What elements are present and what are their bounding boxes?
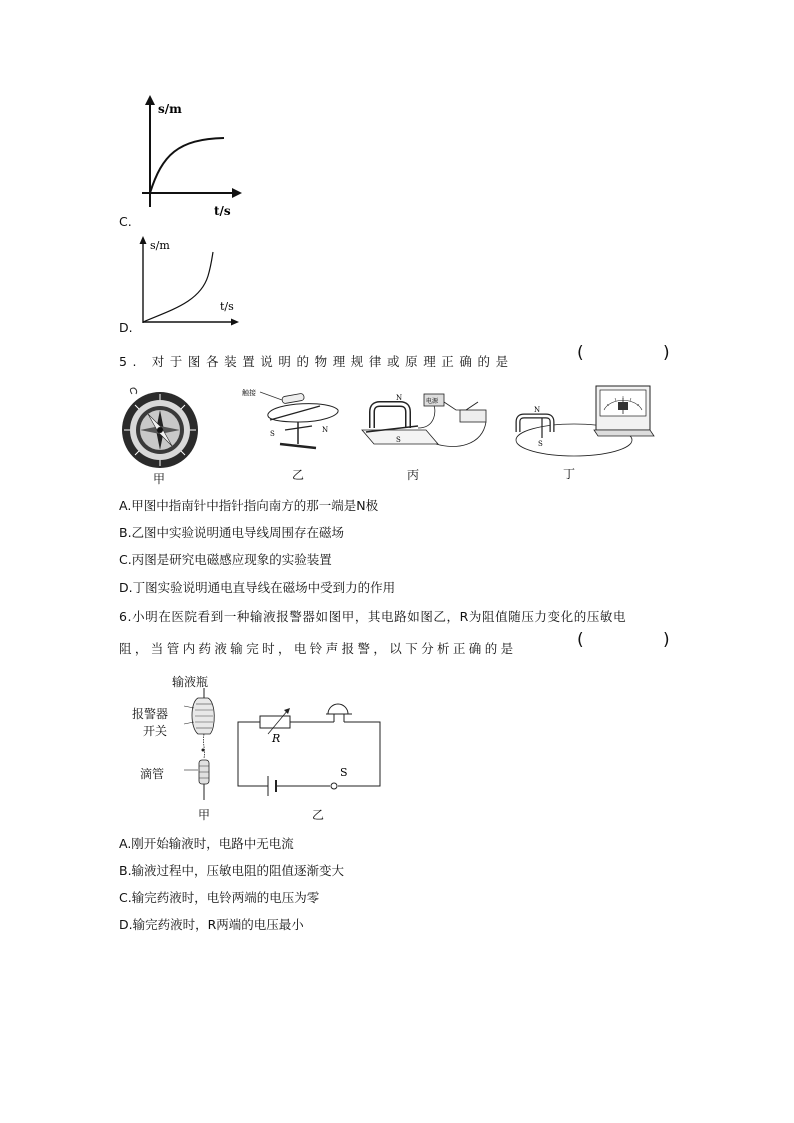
q5-fig-ding-pole-n: N [534,406,541,414]
q5-option-c: C.丙图是研究电磁感应现象的实验装置 [119,552,332,567]
graph-c [140,95,250,220]
q5-stem: 5. 对于图各装置说明的物理规律或原理正确的是 [119,354,514,369]
q5-fig-yi-oersted [240,386,350,456]
q6-stem-line2: 阻，当管内药液输完时，电铃声报警，以下分析正确的是 [119,641,517,656]
q5-fig-yi-pole-n: N [322,426,329,434]
q5-fig-ding-pole-s: S [538,440,543,448]
graph-c-x-arrow [232,188,242,198]
q6-fig-jia-device [176,688,226,802]
q6-paren-close: ) [663,630,670,650]
q5-option-d: D.丁图实验说明通电直导线在磁场中受到力的作用 [119,580,396,595]
circuit-wire-left [238,722,268,786]
q6-option-d: D.输完药液时，R两端的电压最小 [119,917,304,932]
q5-fig-yi-label: 触接 [242,389,256,397]
q5-option-b: B.乙图中实验说明通电导线周围存在磁场 [119,525,345,540]
varistor-r-label: R [272,732,281,745]
graph-c-curve [150,138,224,193]
q6-fig-jia-switch-label: 开关 [143,724,168,738]
graph-d-ylabel: s/m [150,239,170,252]
bell-icon [328,704,348,714]
q5-fig-bing-label: 电源 [426,398,439,405]
q5-fig-bing-pole-n: N [396,394,403,402]
q6-stem-line1: 6.小明在医院看到一种输液报警器如图甲，其电路如图乙，R为阻值随压力变化的压敏电 [119,609,627,624]
q6-fig-yi-circuit [234,700,384,802]
q5-fig-ding-galvanometer [512,382,658,462]
q6-option-a: A.刚开始输液时，电路中无电流 [119,836,294,851]
switch-s-label: S [340,766,348,779]
q6-fig-jia-caption: 甲 [197,808,210,822]
q5-fig-yi-caption: 乙 [291,468,304,482]
graph-d-y-arrow [140,236,147,244]
graph-c-y-arrow [145,95,155,105]
q5-fig-ding-caption: 丁 [562,467,575,481]
q6-option-c: C.输完药液时，电铃两端的电压为零 [119,890,320,905]
q6-fig-jia-drip-label: 滴管 [140,767,165,781]
switch-s-contact [331,783,337,789]
q6-fig-jia-bottle-label: 输液瓶 [172,675,209,689]
q5-fig-jia-caption: 甲 [152,472,165,486]
graph-c-xlabel: t/s [214,204,231,218]
q5-option-a: A.甲图中指南针中指针指向南方的那一端是N极 [119,498,379,513]
q5-paren-open: ( [577,343,584,363]
q6-fig-yi-caption: 乙 [311,808,324,822]
graph-d-curve [143,252,213,322]
graph-d [136,236,256,332]
option-c-label: C. [119,214,132,229]
q5-paren-close: ) [663,343,670,363]
q6-paren-open: ( [577,630,584,650]
q5-fig-yi-pole-s: S [270,430,275,438]
option-d-label: D. [119,320,133,335]
q6-answer-paren [577,632,673,654]
graph-d-x-arrow [231,319,239,326]
q5-fig-bing-caption: 丙 [406,468,419,482]
q5-fig-jia-compass [118,386,204,470]
graph-c-ylabel: s/m [158,102,182,116]
q5-fig-bing-apparatus [356,388,496,452]
q6-fig-jia-alarm-label: 报警器 [132,707,169,721]
q5-answer-paren [577,345,673,367]
graph-d-xlabel: t/s [220,300,234,313]
q5-fig-bing-pole-s: S [396,436,401,444]
q6-option-b: B.输液过程中，压敏电阻的阻值逐渐变大 [119,863,345,878]
